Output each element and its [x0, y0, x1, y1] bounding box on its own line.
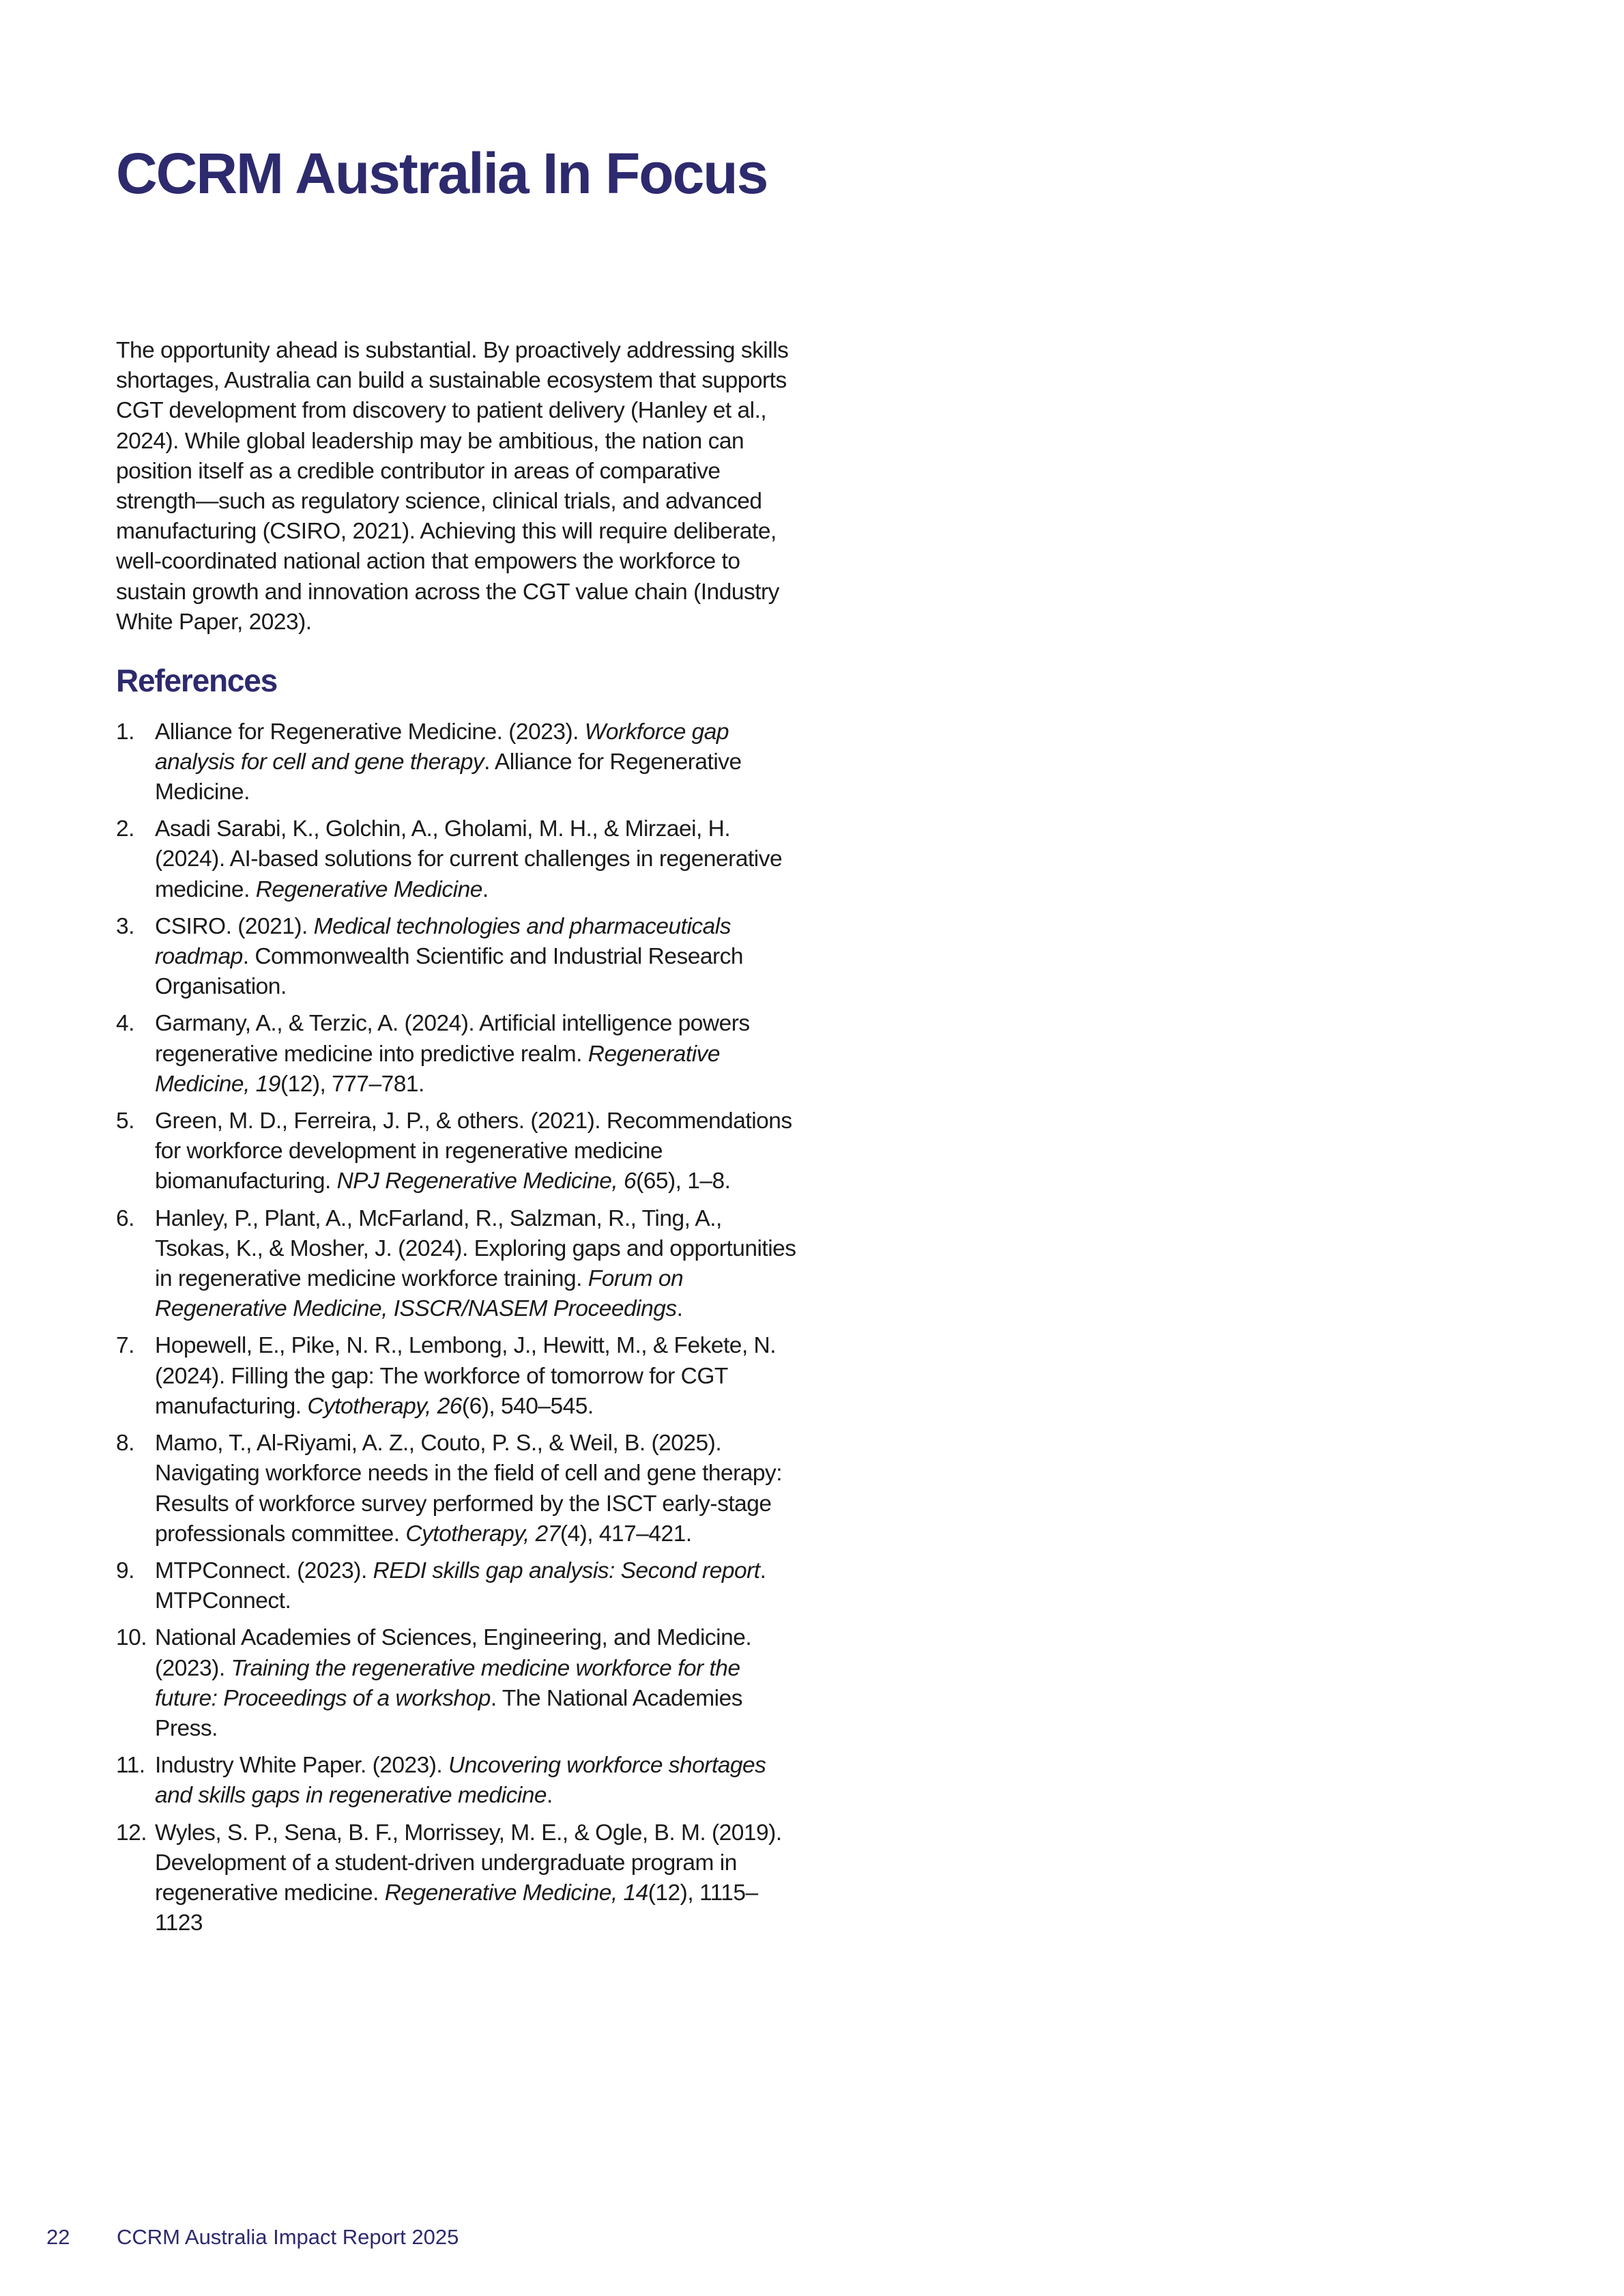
reference-number: 8.: [116, 1431, 134, 1456]
reference-suffix: . Commonwealth Scientific and Industrial Research Organisation.: [155, 944, 744, 1000]
reference-text: Green, M. D., Ferreira, J. P., & others. (2021). Recommendations for workforce development in regenerative medicine biomanufacturing.: [155, 1108, 792, 1194]
reference-item: [116, 1818, 802, 1939]
reference-text: Hopewell, E., Pike, N. R., Lembong, J., Hewitt, M., & Fekete, N. (2024). Filling the gap: The workforce of tomorrow for CGT manufacturing.: [155, 1333, 777, 1419]
reference-suffix: . Alliance for Regenerative Medicine.: [155, 749, 742, 805]
reference-suffix: (4), 417–421.: [560, 1521, 692, 1547]
reference-text: Hanley, P., Plant, A., McFarland, R., Salzman, R., Ting, A., Tsokas, K., & Mosher, J. (2024). Exploring gaps and opportunities in regenerative medicine workforce training.: [155, 1205, 796, 1292]
reference-title: Cytotherapy, 26: [307, 1393, 462, 1419]
reference-title: Regenerative Medicine, 14: [384, 1880, 648, 1906]
reference-text: Industry White Paper. (2023).: [155, 1753, 449, 1779]
reference-item: [116, 1623, 802, 1744]
reference-item: [116, 1751, 802, 1811]
reference-suffix: (65), 1–8.: [636, 1168, 731, 1194]
reference-suffix: (12), 1115–1123: [155, 1880, 758, 1936]
reference-title: Regenerative Medicine, 19: [155, 1041, 721, 1097]
reference-item: [116, 814, 802, 905]
page-footer: [46, 2226, 459, 2248]
reference-item: [116, 1204, 802, 1325]
reference-suffix: (12), 777–781.: [280, 1071, 424, 1097]
reference-item: [116, 912, 802, 1003]
report-name: CCRM Australia Impact Report 2025: [117, 2225, 459, 2249]
reference-title: Cytotherapy, 27: [405, 1521, 560, 1547]
reference-number: 6.: [116, 1205, 134, 1231]
reference-number: 3.: [116, 913, 134, 939]
reference-text: National Academies of Sciences, Engineering, and Medicine. (2023).: [155, 1625, 752, 1681]
references-heading: References: [116, 663, 278, 699]
reference-number: 7.: [116, 1333, 134, 1359]
reference-list: [116, 717, 802, 1939]
reference-number: 9.: [116, 1558, 134, 1583]
reference-number: 5.: [116, 1108, 134, 1134]
reference-text: Wyles, S. P., Sena, B. F., Morrissey, M. E., & Ogle, B. M. (2019). Development of a student-driven undergraduate program in regenerative medicine.: [155, 1820, 782, 1906]
reference-item: [116, 1106, 802, 1197]
reference-suffix: .: [482, 876, 489, 902]
reference-text: Asadi Sarabi, K., Golchin, A., Gholami, M. H., & Mirzaei, H. (2024). AI-based solutions for current challenges in regenerative medicine.: [155, 816, 783, 902]
intro-paragraph: The opportunity ahead is substantial. By proactively addressing skills shortages, Australia can build a sustainable ecosystem that supports CGT development from discovery to patient delivery (Hanley et al., 2024). While global leadership may be ambitious, the nation can position itself as a credible contributor in areas of comparative strength—such as regulatory science, clinical trials, and advanced manufacturing (CSIRO, 2021). Achieving this will require deliberate, well-coordinated national action that empowers the workforce to sustain growth and innovation across the CGT value chain (Industry White Paper, 2023).: [116, 338, 789, 635]
reference-text: MTPConnect. (2023).: [155, 1558, 373, 1583]
reference-suffix: . The National Academies Press.: [155, 1685, 743, 1741]
reference-text: CSIRO. (2021).: [155, 913, 314, 939]
reference-title: Training the regenerative medicine workforce for the future: Proceedings of a workshop: [155, 1655, 740, 1711]
reference-item: [116, 1331, 802, 1422]
reference-title: Regenerative Medicine: [255, 876, 482, 902]
reference-suffix: .: [676, 1296, 683, 1322]
reference-text: Alliance for Regenerative Medicine. (2023).: [155, 719, 585, 745]
content-column: [116, 336, 802, 1945]
reference-item: [116, 717, 802, 808]
reference-title: NPJ Regenerative Medicine, 6: [336, 1168, 637, 1194]
reference-item: [116, 1009, 802, 1100]
reference-suffix: (6), 540–545.: [461, 1393, 594, 1419]
reference-suffix: . MTPConnect.: [155, 1558, 766, 1614]
reference-number: 10.: [116, 1625, 147, 1651]
reference-title: Forum on Regenerative Medicine, ISSCR/NASEM Proceedings: [155, 1266, 684, 1322]
reference-number: 1.: [116, 719, 134, 745]
reference-text: Mamo, T., Al-Riyami, A. Z., Couto, P. S., & Weil, B. (2025). Navigating workforce needs in the field of cell and gene therapy: Results of workforce survey performed by the ISCT early-stage professionals committee.: [155, 1431, 783, 1547]
reference-number: 2.: [116, 816, 134, 842]
reference-number: 4.: [116, 1011, 134, 1037]
reference-number: 12.: [116, 1820, 147, 1846]
page-number: 22: [46, 2225, 70, 2249]
reference-title: REDI skills gap analysis: Second report: [373, 1558, 760, 1583]
reference-item: [116, 1429, 802, 1549]
reference-suffix: .: [547, 1783, 553, 1809]
reference-text: Garmany, A., & Terzic, A. (2024). Artificial intelligence powers regenerative medicine into predictive realm.: [155, 1011, 750, 1067]
reference-title: Medical technologies and pharmaceuticals roadmap: [155, 913, 731, 970]
reference-title: Uncovering workforce shortages and skills gaps in regenerative medicine: [155, 1753, 766, 1809]
page-title: CCRM Australia In Focus: [116, 141, 768, 205]
reference-number: 11.: [116, 1753, 145, 1779]
reference-title: Workforce gap analysis for cell and gene therapy: [155, 719, 729, 775]
reference-item: [116, 1556, 802, 1616]
